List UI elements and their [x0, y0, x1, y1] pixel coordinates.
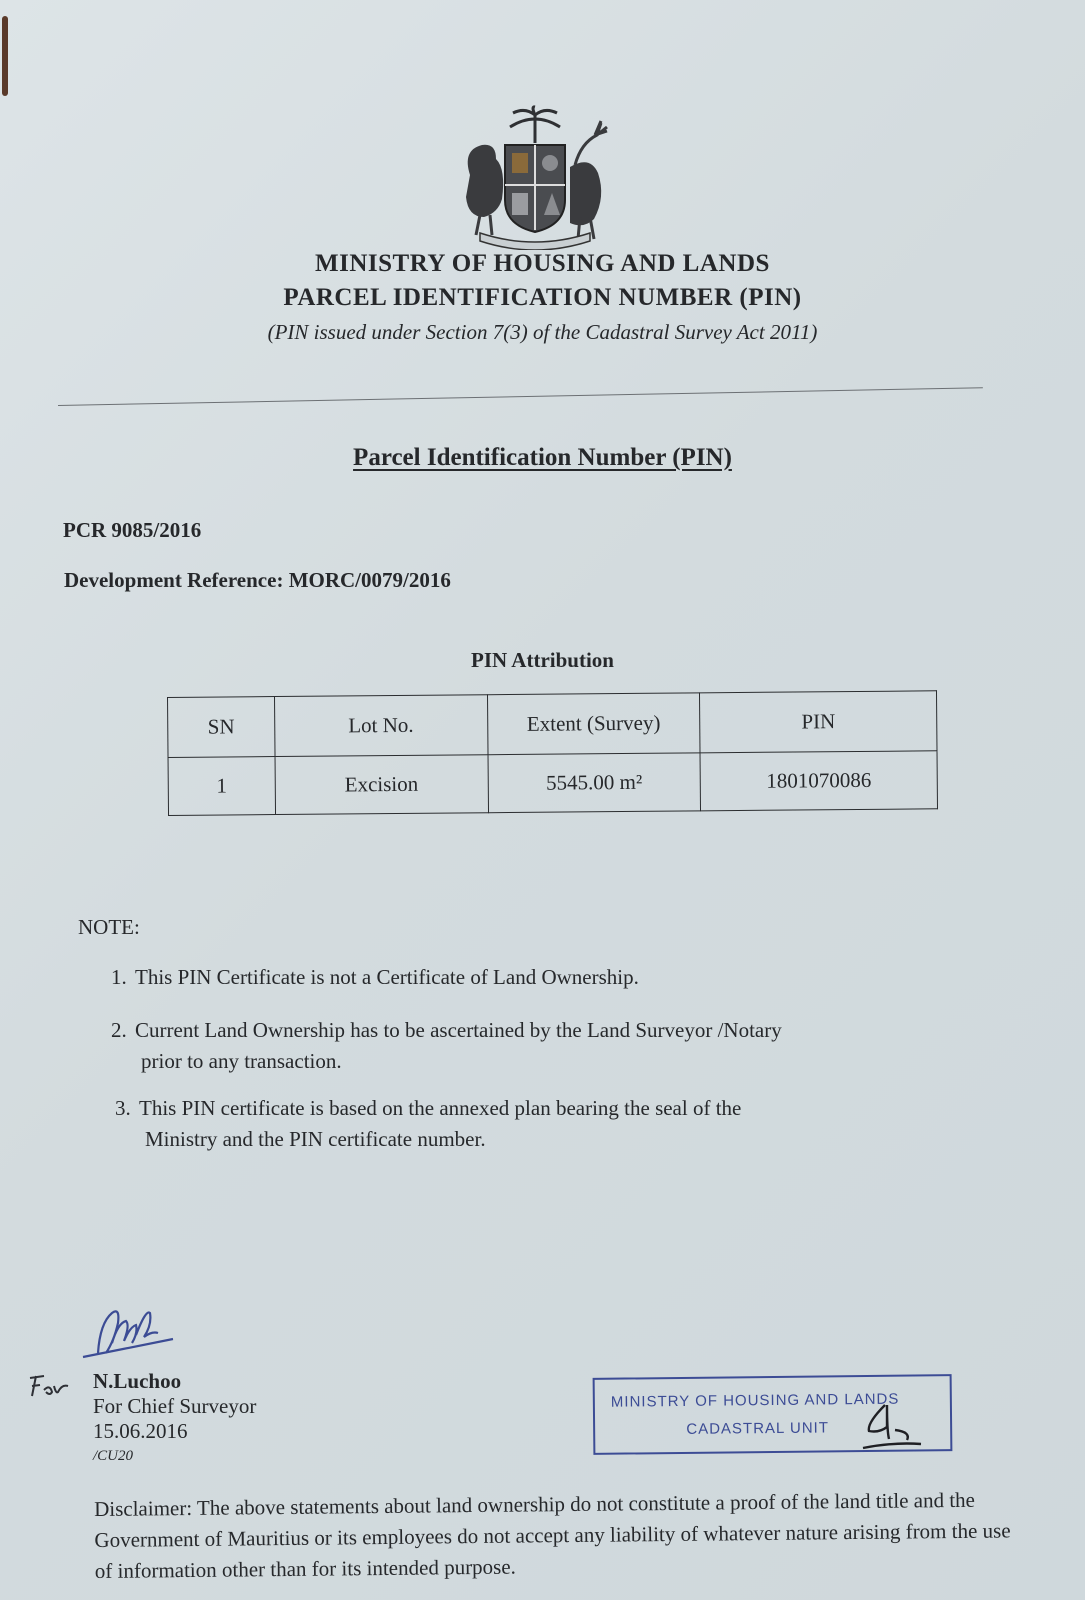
- pcr-number: PCR 9085/2016: [63, 518, 202, 542]
- disclaimer-text: Disclaimer: The above statements about land ownership do not constitute a proof of the land title and the Government of Mauritius or its employees do not accept any liability of whatever nature arising from the use of information other than for its intended purpose.: [94, 1487, 1011, 1583]
- note-number: 1.: [111, 965, 127, 989]
- document-title-text: Parcel Identification Number (PIN): [353, 444, 732, 471]
- column-header-extent: Extent (Survey): [487, 693, 700, 755]
- note-number: 2.: [111, 1018, 127, 1042]
- signatory-name: N.Luchoo: [93, 1369, 182, 1393]
- stamp-line-1: MINISTRY OF HOUSING AND LANDS: [610, 1390, 900, 1411]
- note-item-2: [111, 1015, 871, 1077]
- development-reference-label: Development Reference:: [64, 568, 284, 592]
- column-header-lot-no: Lot No.: [274, 695, 487, 757]
- signatory-reference: /CU20: [93, 1448, 134, 1464]
- development-reference-value: MORC/0079/2016: [288, 568, 451, 592]
- note-text-continued: prior to any transaction.: [141, 1049, 342, 1073]
- note-heading: NOTE:: [78, 915, 140, 939]
- coat-of-arms-icon: [450, 105, 620, 250]
- signature-date: 15.06.2016: [93, 1419, 188, 1443]
- table-row: [168, 751, 937, 816]
- note-item-3: [115, 1093, 835, 1155]
- stamp-initials-signature: [855, 1400, 925, 1455]
- pin-attribution-heading: PIN Attribution: [471, 648, 614, 672]
- document-title: [0, 444, 1085, 472]
- certificate-heading: PARCEL IDENTIFICATION NUMBER (PIN): [283, 284, 802, 311]
- paper-edge-mark: [2, 16, 8, 96]
- note-text: Current Land Ownership has to be ascertained by the Land Surveyor /Notary: [135, 1018, 782, 1042]
- signatory-role: For Chief Surveyor: [93, 1394, 257, 1418]
- pin-attribution-table: [167, 690, 938, 816]
- table-header-row: [168, 691, 937, 758]
- column-header-pin: PIN: [700, 691, 937, 753]
- cell-sn: 1: [168, 757, 275, 816]
- header-divider: [58, 387, 983, 406]
- cell-extent: 5545.00 m²: [488, 753, 701, 813]
- statute-reference: (PIN issued under Section 7(3) of the Cadastral Survey Act 2011): [267, 320, 818, 344]
- development-reference: [64, 568, 451, 593]
- note-text-continued: Ministry and the PIN certificate number.: [145, 1127, 486, 1151]
- handwritten-for-mark: [26, 1372, 70, 1400]
- note-number: 3.: [115, 1096, 131, 1120]
- cell-pin: 1801070086: [700, 751, 937, 811]
- cell-lot-no: Excision: [275, 755, 488, 815]
- signatory-block: [93, 1369, 256, 1469]
- handwritten-signature: [78, 1305, 178, 1365]
- note-item-1: [111, 962, 639, 993]
- note-text: This PIN Certificate is not a Certificate of Land Ownership.: [135, 965, 639, 989]
- column-header-sn: SN: [168, 697, 275, 758]
- ministry-heading: MINISTRY OF HOUSING AND LANDS: [315, 250, 770, 277]
- stamp-line-2: CADASTRAL UNIT: [686, 1419, 830, 1438]
- note-text: This PIN certificate is based on the annexed plan bearing the seal of the: [139, 1096, 742, 1120]
